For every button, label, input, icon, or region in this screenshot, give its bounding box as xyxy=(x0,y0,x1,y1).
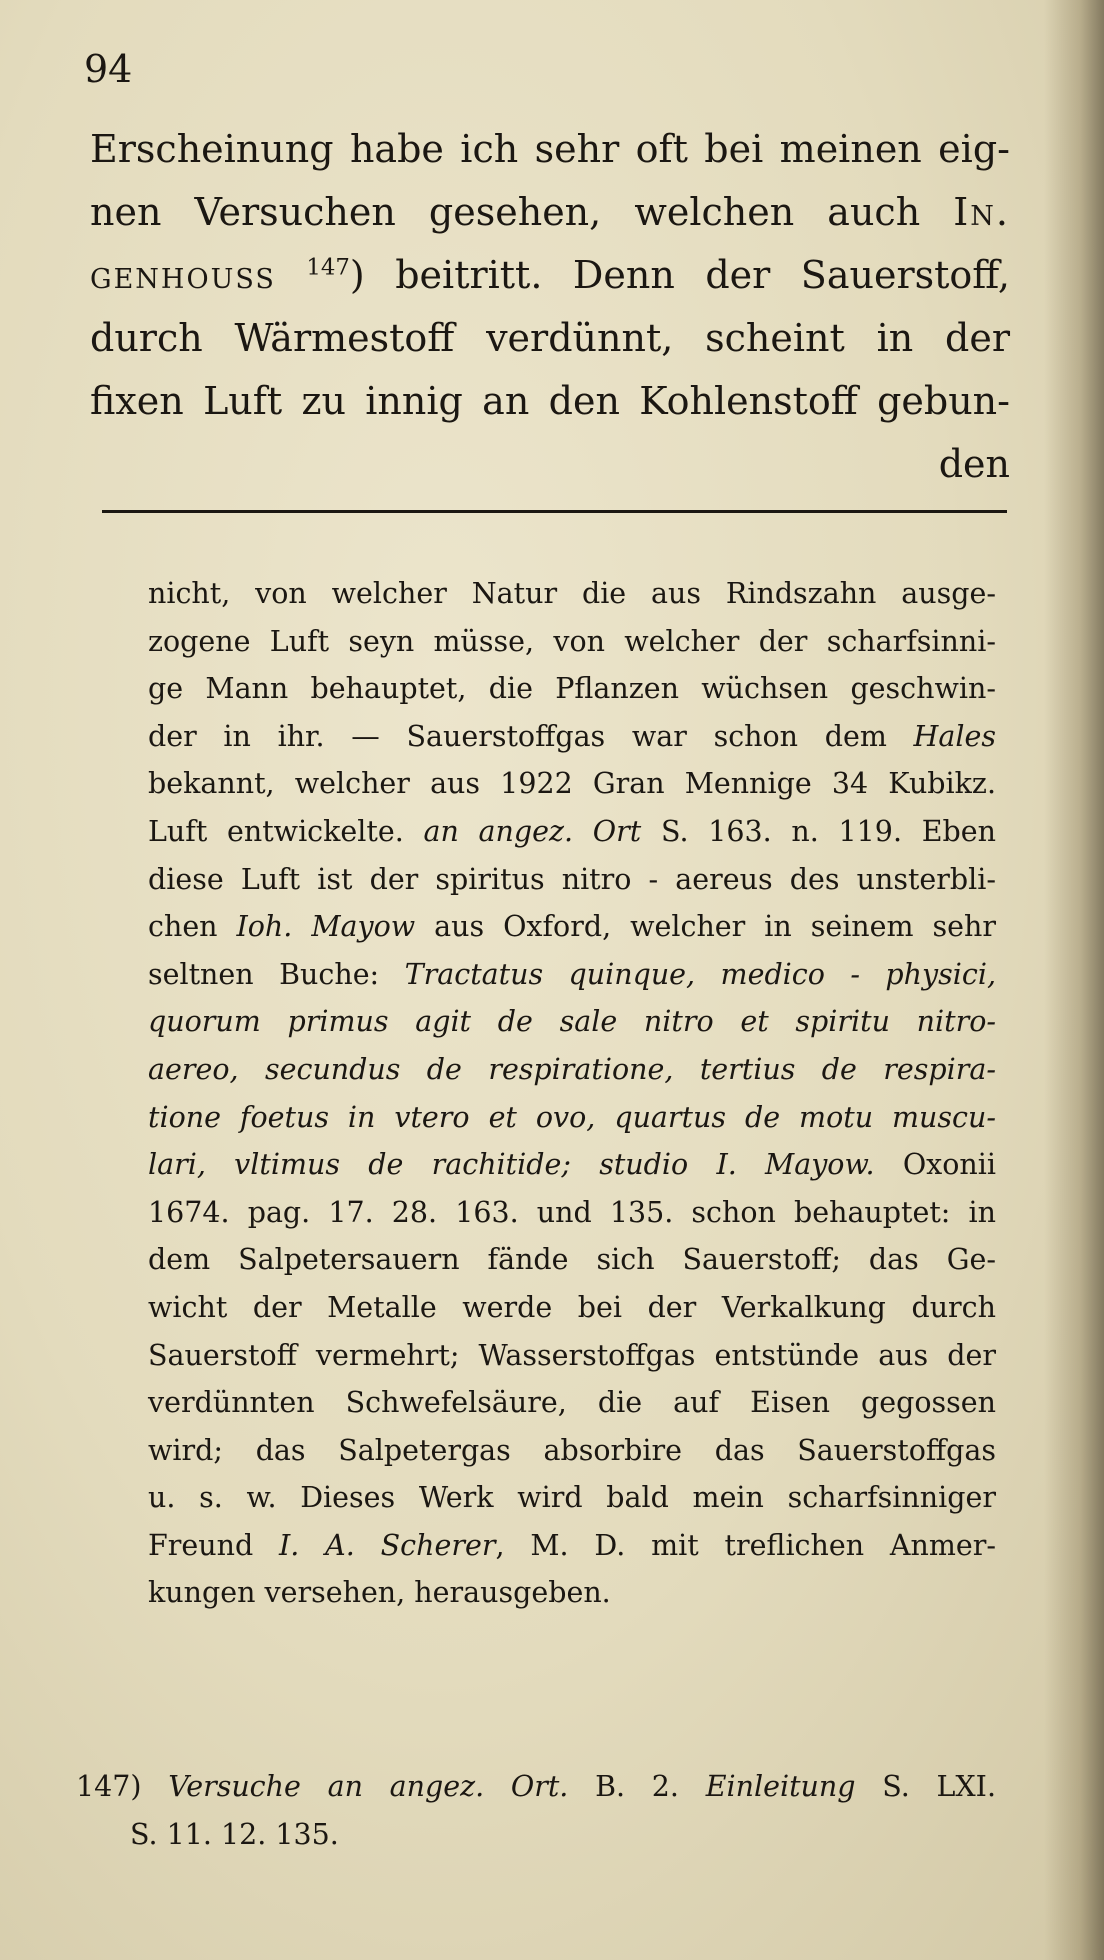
text-run: S. LXI. xyxy=(855,1770,996,1803)
main-line xyxy=(90,181,1010,244)
note-line: diese Luft ist der spiritus nitro - aereus des unsterbli- xyxy=(148,862,996,896)
text-run: chen xyxy=(148,910,237,944)
text-run: Freund xyxy=(148,1528,280,1562)
note-line-italic: tione foetus in vtero et ovo, quartus de motu muscu- xyxy=(148,1100,996,1134)
main-line: fixen Luft zu innig an den Kohlenstoff gebun- xyxy=(90,379,1010,423)
note-line-italic: quorum primus agit de sale nitro et spiritu nitro- xyxy=(148,1005,996,1039)
text-run: aus Oxford, welcher in seinem sehr xyxy=(415,910,996,944)
note-line xyxy=(148,951,996,999)
note-line: wicht der Metalle werde bei der Verkalkung durch xyxy=(148,1290,996,1324)
note-line: verdünnten Schwefelsäure, die auf Eisen gegossen xyxy=(148,1386,996,1420)
note-line xyxy=(148,808,996,856)
footnote-147 xyxy=(76,1763,996,1858)
italic-text: I. A. Scherer xyxy=(279,1528,496,1562)
text-run: ) beitritt. Denn der Sauerstoff, xyxy=(349,253,1010,297)
note-line: nicht, von welcher Natur die aus Rindszahn ausge- xyxy=(148,577,996,610)
note-line: wird; das Salpetergas absorbire das Sauerstoffgas xyxy=(148,1433,996,1467)
text-run: seltnen Buche: xyxy=(148,957,405,991)
note-line: zogene Luft seyn müsse, von welcher der scharfsinni- xyxy=(148,624,996,658)
continued-note xyxy=(148,570,996,1617)
italic-text: Hales xyxy=(913,719,996,753)
footnote-reference: 147 xyxy=(306,254,350,281)
footnote-line: S. 11. 12. 135. xyxy=(130,1817,339,1851)
note-line: Sauerstoff vermehrt; Wasserstoffgas entstünde aus der xyxy=(148,1338,996,1372)
text-run: der in ihr. — Sauerstoffgas war schon dem xyxy=(148,719,914,753)
text-run: Oxonii xyxy=(874,1148,996,1182)
note-line: ge Mann behauptet, die Pflanzen wüchsen geschwin- xyxy=(148,672,996,706)
note-line: bekannt, welcher aus 1922 Gran Mennige 34 Kubikz. xyxy=(148,767,996,801)
note-line: 1674. pag. 17. 28. 163. und 135. schon behauptet: in xyxy=(148,1195,996,1229)
page-number: 94 xyxy=(84,47,133,91)
note-line xyxy=(148,713,996,761)
text-run: nen Versuchen gesehen, welchen auch xyxy=(90,190,954,234)
text-run: S. 163. n. 119. Eben xyxy=(641,814,996,848)
spine-shadow xyxy=(1044,0,1104,1960)
main-line: Erscheinung habe ich sehr oft bei meinen eig- xyxy=(90,127,1010,171)
italic-text: Einleitung xyxy=(705,1770,856,1803)
text-run: B. 2. xyxy=(568,1770,706,1803)
catchword: den xyxy=(938,442,1010,486)
note-line-italic: aereo, secundus de respiratione, tertius de respira- xyxy=(148,1052,996,1086)
footnote-line xyxy=(76,1763,996,1811)
italic-text: Versuche an angez. Ort. xyxy=(168,1770,569,1803)
separator-rule xyxy=(102,510,1007,513)
text-run: , M. D. mit treflichen Anmer- xyxy=(495,1528,996,1562)
italic-text: Ioh. Mayow xyxy=(236,910,416,944)
note-line xyxy=(148,903,996,951)
note-line xyxy=(148,1522,996,1570)
author-name-smallcaps: genhouss xyxy=(90,253,276,297)
italic-text: lari, vltimus de rachitide; studio I. Mayow. xyxy=(148,1148,875,1182)
text-run: Luft entwickelte. xyxy=(148,814,424,848)
note-line: kungen versehen, herausgeben. xyxy=(148,1576,611,1610)
main-line: durch Wärmestoff verdünnt, scheint in der xyxy=(90,316,1010,360)
note-line xyxy=(148,1141,996,1189)
main-line xyxy=(90,244,1010,307)
footnote-marker: 147) xyxy=(76,1770,142,1803)
main-text xyxy=(90,118,1010,496)
author-name-smallcaps: In. xyxy=(953,190,1010,234)
note-line: u. s. w. Dieses Werk wird bald mein scharfsinniger xyxy=(148,1481,996,1515)
note-line: dem Salpetersauern fände sich Sauerstoff; das Ge- xyxy=(148,1243,996,1277)
italic-text: an angez. Ort xyxy=(423,814,642,848)
italic-text: Tractatus quinque, medico - physici, xyxy=(404,957,997,991)
